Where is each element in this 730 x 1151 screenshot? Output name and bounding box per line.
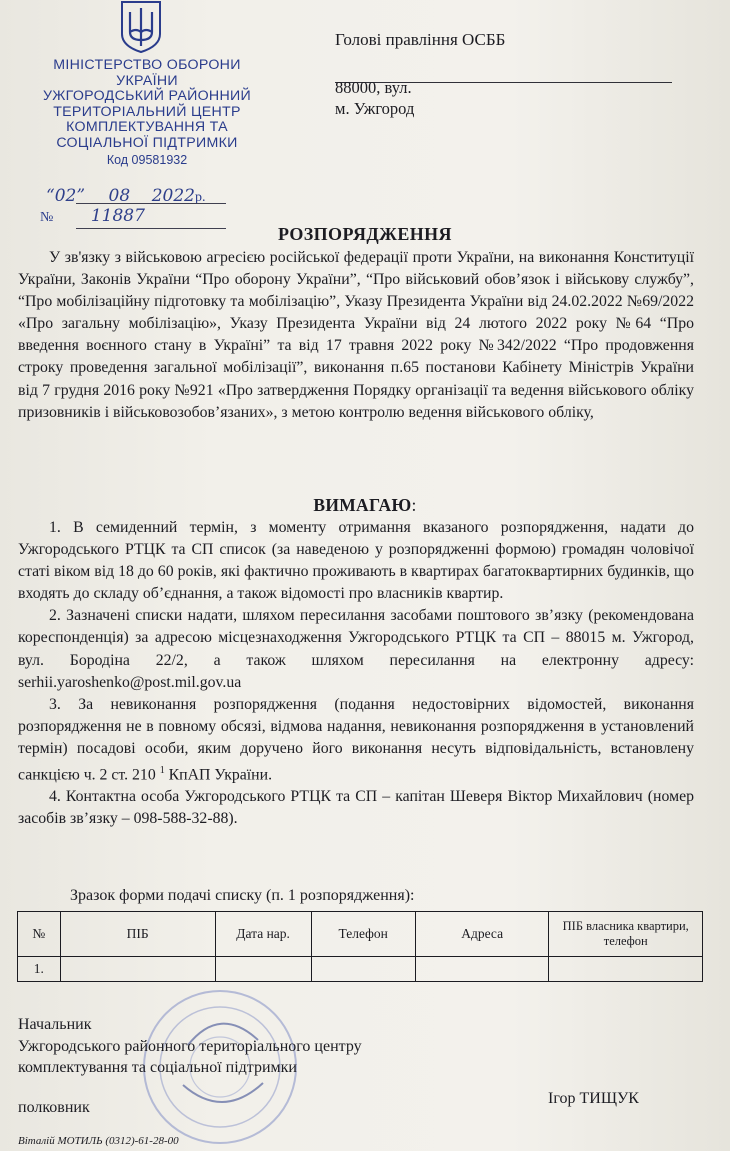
- document-title: РОЗПОРЯДЖЕННЯ: [278, 224, 452, 244]
- date-suffix: р.: [194, 190, 206, 205]
- table-header-row: [18, 912, 703, 957]
- item-3-sup: 1: [159, 765, 165, 777]
- org-line: СОЦІАЛЬНОЇ ПІДТРИМКИ: [56, 134, 238, 151]
- addressee-title: Голові правління ОСББ: [335, 30, 506, 49]
- date-year: 2022: [151, 186, 195, 206]
- org-code: Код 09581932: [106, 152, 188, 167]
- table-cell: [311, 957, 415, 982]
- list-item: 1. В семиденний термін, з моменту отримання вказаного розпорядження, надати до Ужгородського РТЦК та СП список (за наведеною у розпорядженні формою) громадян чоловічої статі віком від 18 до 60 років, які фактично проживають в квартирах багатоквартирних будинків, що входять до складу об’єднання, а також відомості про власників квартир.: [18, 519, 694, 603]
- demand-items: [18, 517, 694, 831]
- list-item: 2. Зазначені списки надати, шляхом пересилання засобами поштового зв’язку (рекомендована кореспонденція) за адресою місцезнаходження Ужгородського РТЦК та СП – 88015 м. Ужгород, вул. Бородіна 22/2, а також шляхом пересилання на електронну адресу: serhii.yaroshenko@post.mil.gov.ua: [18, 607, 694, 691]
- signature-name: Ігор ТИЩУК: [548, 1090, 639, 1107]
- executor-contact: Віталій МОТИЛЬ (0312)-61-28-00: [18, 1135, 179, 1147]
- org-line: УЖГОРОДСЬКИЙ РАЙОННИЙ: [42, 88, 252, 105]
- table-cell: [215, 957, 311, 982]
- sample-caption: Зразок форми подачі списку (п. 1 розпорядження):: [70, 887, 415, 904]
- table-cell: 1.: [18, 957, 61, 982]
- table-cell: [549, 957, 703, 982]
- item-3-text: 3. За невиконання розпорядження (подання недостовірних відомостей, виконання розпорядження не в повному обсязі, відмова надання, невиконання розпорядження в установлений термін) посадові особи, яким доручено його виконання несуть відповідальність, встановлену санкцією ч. 2 ст. 210: [18, 695, 694, 784]
- date-month: 08: [108, 186, 131, 206]
- table-header-cell: ПІБ власника квартири, телефон: [549, 912, 703, 957]
- table-header-cell: №: [18, 912, 61, 957]
- table-cell: [60, 957, 215, 982]
- demand-heading: [0, 495, 730, 516]
- item-3-tail: КпАП України.: [164, 766, 273, 784]
- coat-of-arms-icon: [118, 0, 164, 54]
- demand-word: ВИМАГАЮ: [313, 495, 412, 515]
- date-day: 02: [54, 186, 77, 206]
- address-line-2: м. Ужгород: [335, 99, 415, 118]
- organization-header: [18, 58, 276, 168]
- table-header-cell: ПІБ: [60, 912, 215, 957]
- demand-colon: :: [411, 495, 417, 515]
- registration-number: [40, 206, 145, 226]
- reg-number: 11887: [90, 206, 145, 226]
- issue-date: “02” 08 2022р.: [46, 186, 206, 206]
- preamble-text: У зв'язку з військовою агресією російської федерації проти України, на виконання Конституції України, Законів України “Про оборону України”, “Про військовий обов’язок і військову службу”, “Про мобілізаційну підготовку та мобілізацію”, Указу Президента України від 24.02.2022 №69/2022 «Про загальну мобілізацію», Указу Президента України від 24 лютого 2022 року №64 “Про введення воєнного стану в Україні” та від 17 травня 2022 року №342/2022 “Про продовження строку проведення загальної мобілізації”, виконання п.65 постанови Кабінету Міністрів України від 7 грудня 2016 року №921 «Про затвердження Порядку організації та ведення військового обліку призовників і військовозобов’язаних», з метою контролю ведення військового обліку,: [18, 249, 694, 421]
- org-line: УКРАЇНИ: [116, 72, 178, 89]
- date-underline: [76, 203, 226, 204]
- signature-org-line-2: комплектування та соціальної підтримки: [18, 1059, 297, 1076]
- preamble: [18, 247, 694, 424]
- list-item: 4. Контактна особа Ужгородського РТЦК та СП – капітан Шеверя Віктор Михайлович (номер засобів зв’язку – 098-588-32-88).: [18, 788, 694, 828]
- signature-org-line-1: Ужгородського районного територіального центру: [18, 1038, 362, 1055]
- table-header-cell: Дата нар.: [215, 912, 311, 957]
- table-row: [18, 957, 703, 982]
- table-header-cell: Адреса: [415, 912, 549, 957]
- reg-prefix: №: [40, 210, 54, 225]
- signature-rank: полковник: [18, 1099, 90, 1116]
- signature-title: Начальник: [18, 1016, 92, 1033]
- table-header-cell: Телефон: [311, 912, 415, 957]
- org-line: ТЕРИТОРІАЛЬНИЙ ЦЕНТР: [53, 103, 241, 120]
- sample-form-table: [17, 911, 703, 982]
- address-line-1: 88000, вул.: [335, 78, 412, 97]
- list-item: [18, 694, 694, 787]
- org-line: МІНІСТЕРСТВО ОБОРОНИ: [53, 57, 241, 73]
- table-cell: [415, 957, 549, 982]
- org-line: КОМПЛЕКТУВАННЯ ТА: [66, 119, 228, 136]
